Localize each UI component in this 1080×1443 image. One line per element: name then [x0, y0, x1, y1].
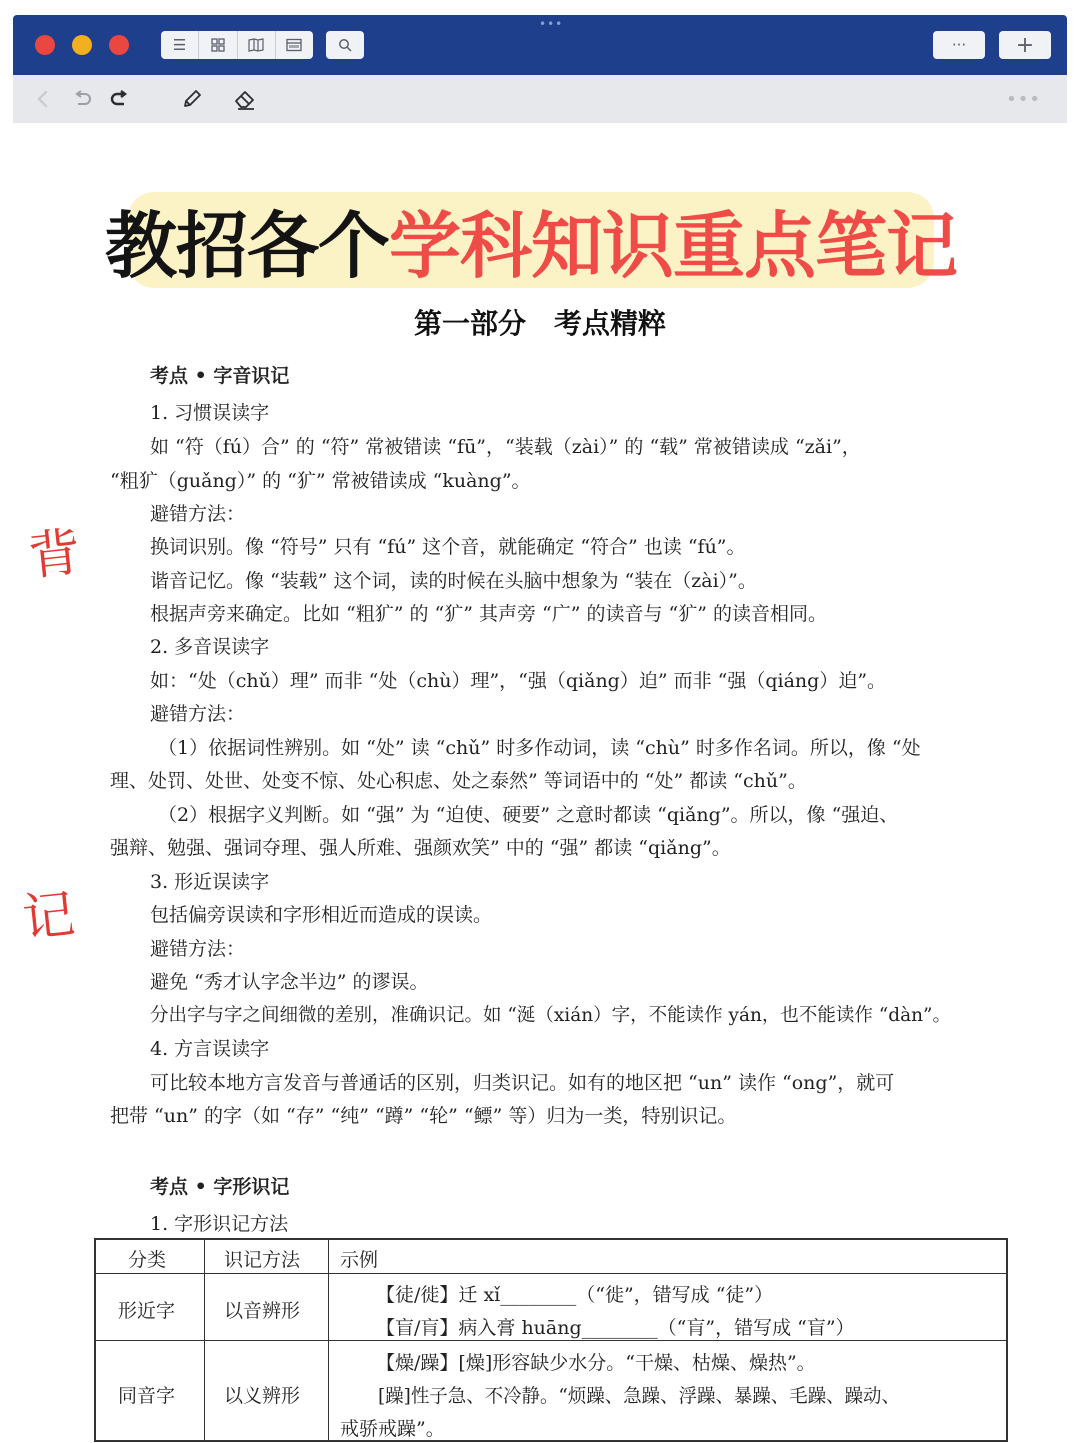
table-header: 识记方法	[224, 1249, 301, 1271]
view-mode-group	[161, 31, 313, 59]
table-cell-method: 以音辨形	[224, 1300, 301, 1322]
handwritten-note-bottom: 记	[19, 884, 78, 950]
section-heading-glyph: 考点 • 字形识记	[150, 1176, 290, 1198]
text-line: 强辩、勉强、强词夺理、强人所难、强颜欢笑” 中的 “强” 都读 “qiǎng”。	[110, 837, 731, 859]
handwritten-note-top: 背	[25, 522, 84, 588]
book-icon[interactable]	[238, 31, 276, 59]
eraser-icon[interactable]	[231, 85, 259, 113]
redo-icon[interactable]	[105, 85, 133, 113]
text-line: 可比较本地方言发音与普通话的区别，归类识记。如有的地区把 “un” 读作 “ong”，就可	[150, 1072, 895, 1094]
search-icon[interactable]	[326, 31, 364, 59]
table-cell-example: [躁]性子急、不冷静。“烦躁、急躁、浮躁、暴躁、毛躁、躁动、	[378, 1385, 900, 1407]
table-header: 分类	[128, 1249, 167, 1271]
text-line: 3. 形近误读字	[150, 871, 270, 893]
table-cell-category: 形近字	[118, 1300, 176, 1322]
table-cell-example: 【燥/躁】[燥]形容缺少水分。“干燥、枯燥、燥热”。	[376, 1352, 816, 1374]
text-line: 包括偏旁误读和字形相近而造成的误读。	[150, 904, 493, 926]
calendar-icon[interactable]	[276, 31, 313, 59]
text-line: 如：“处（chǔ）理” 而非 “处（chù）理”，“强（qiǎng）迫” 而非 “强（qiáng）迫”。	[150, 670, 887, 692]
text-line: 如 “符（fú）合” 的 “符” 常被错读 “fū”，“装载（zài）” 的 “载” 常被错读成 “zǎi”，	[150, 436, 861, 458]
window-grab-handle[interactable]: •••	[539, 17, 564, 31]
table-cell-category: 同音字	[118, 1385, 176, 1407]
title-black-text: 教招各个	[104, 204, 389, 288]
fullscreen-window-button[interactable]	[109, 35, 129, 55]
table-cell-example: 【盲/肓】病入膏 huāng________（“肓”，错写成 “盲”）	[376, 1317, 855, 1339]
text-line: 避错方法：	[150, 703, 246, 725]
add-button[interactable]: +	[999, 31, 1051, 59]
table-header: 示例	[340, 1249, 379, 1271]
text-line: （2）根据字义判断。如 “强” 为 “迫使、硬要” 之意时都读 “qiǎng”。所以，像 “强迫、	[158, 804, 899, 826]
toolbar-overflow-icon[interactable]: •••	[1006, 89, 1041, 110]
text-line: 根据声旁来确定。比如 “粗犷” 的 “犷” 其声旁 “广” 的读音与 “犷” 的读音相同。	[150, 603, 828, 625]
pencil-icon[interactable]	[178, 85, 206, 113]
text-line: 避免 “秀才认字念半边” 的谬误。	[150, 971, 429, 993]
more-options-button[interactable]: ···	[933, 31, 985, 59]
minimize-window-button[interactable]	[72, 35, 92, 55]
subheading: 1. 字形识记方法	[150, 1213, 289, 1235]
grid-icon[interactable]	[199, 31, 237, 59]
title-red-text: 学科知识重点笔记	[389, 204, 958, 288]
title-bar	[13, 15, 1067, 75]
text-line: （1）依据词性辨别。如 “处” 读 “chǔ” 时多作动词，读 “chù” 时多作名词。所以，像 “处	[158, 737, 921, 759]
table-cell-example: 【徒/徙】迁 xǐ________（“徙”，错写成 “徒”）	[376, 1284, 774, 1306]
undo-icon[interactable]	[69, 85, 97, 113]
text-line: 换词识别。像 “符号” 只有 “fú” 这个音，就能确定 “符合” 也读 “fú”。	[150, 536, 746, 558]
part-title: 第一部分 考点精粹	[413, 307, 666, 340]
section-heading-pronunciation: 考点 • 字音识记	[150, 365, 290, 387]
text-line: 避错方法：	[150, 503, 246, 525]
text-line: 谐音记忆。像 “装载” 这个词，读的时候在头脑中想象为 “装在（zài）”。	[150, 570, 757, 592]
text-line: “粗犷（guǎng）” 的 “犷” 常被错读成 “kuàng”。	[110, 470, 531, 492]
text-line: 2. 多音误读字	[150, 636, 270, 658]
close-window-button[interactable]	[35, 35, 55, 55]
back-icon[interactable]	[29, 85, 57, 113]
list-icon[interactable]: ☰	[161, 31, 199, 59]
glyph-method-table	[94, 1238, 1008, 1442]
text-line: 1. 习惯误读字	[150, 402, 270, 424]
text-line: 避错方法：	[150, 938, 246, 960]
text-line: 把带 “un” 的字（如 “存” “纯” “蹲” “轮” “鳔” 等）归为一类，特别识记。	[110, 1105, 737, 1127]
text-line: 理、处罚、处世、处变不惊、处心积虑、处之泰然” 等词语中的 “处” 都读 “chǔ”。	[110, 770, 807, 792]
text-line: 分出字与字之间细微的差别，准确识记。如 “涎（xián）字，不能读作 yán，也不能读作 “dàn”。	[150, 1005, 951, 1026]
text-line: 4. 方言误读字	[150, 1038, 270, 1060]
table-cell-method: 以义辨形	[224, 1385, 301, 1407]
title-banner	[104, 192, 958, 288]
edit-toolbar	[13, 75, 1067, 123]
table-cell-example: 戒骄戒躁”。	[340, 1418, 445, 1440]
